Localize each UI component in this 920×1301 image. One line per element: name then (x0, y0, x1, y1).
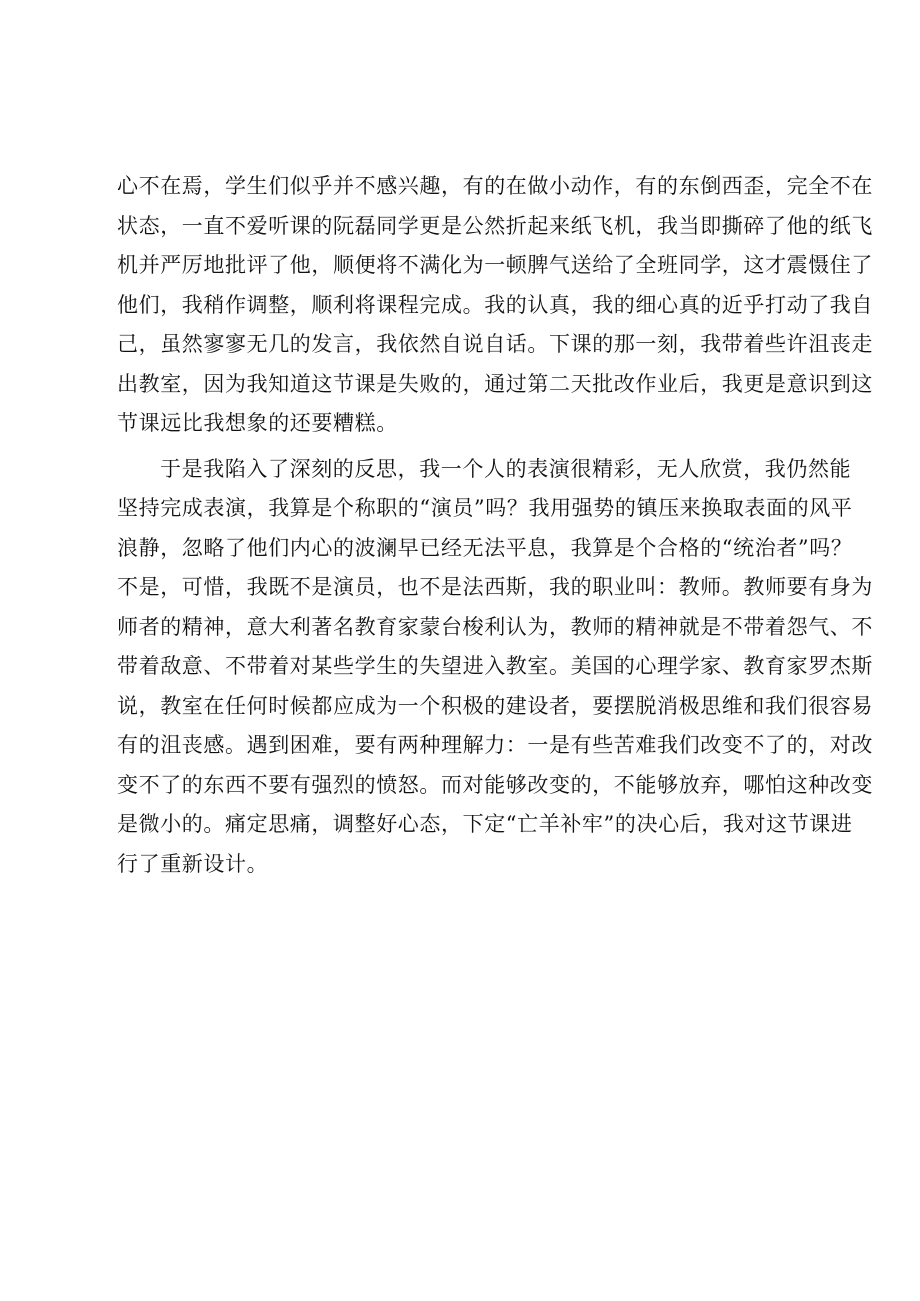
text-line: 带着敌意、不带着对某些学生的失望进入教室。美国的心理学家、教育家罗杰斯 (117, 654, 873, 678)
text-line: 不是，可惜，我既不是演员，也不是法西斯，我的职业叫：教师。教师要有身为 (117, 575, 873, 599)
text-line: 坚持完成表演，我算是个称职的“演员”吗？我用强势的镇压来换取表面的风平 (117, 496, 853, 520)
text-line: 是微小的。痛定思痛，调整好心态，下定“亡羊补牢”的决心后，我对这节课进 (117, 812, 853, 836)
text-line: 行了重新设计。 (117, 851, 269, 876)
text-line: 出教室，因为我知道这节课是失败的，通过第二天批改作业后，我更是意识到这 (117, 371, 873, 396)
text-line: 己，虽然寥寥无几的发言，我依然自说自话。下课的那一刻，我带着些许沮丧走 (117, 332, 873, 356)
body-text (117, 167, 873, 884)
text-line: 师者的精神，意大利著名教育家蒙台梭利认为，教师的精神就是不带着怨气、不 (117, 614, 873, 639)
text-line: 节课远比我想象的还要糟糕。 (117, 411, 398, 435)
text-line: 心不在焉，学生们似乎并不感兴趣，有的在做小动作，有的东倒西歪，完全不在 (117, 174, 873, 198)
text-line: 有的沮丧感。遇到困难，要有两种理解力：一是有些苦难我们改变不了的，对改 (117, 733, 873, 757)
text-line: 变不了的东西不要有强烈的愤怒。而对能够改变的，不能够放弃，哪怕这种改变 (117, 772, 873, 797)
text-line: 说，教室在任何时候都应成为一个积极的建设者，要摆脱消极思维和我们很容易 (117, 693, 873, 718)
text-line: 浪静，忽略了他们内心的波澜早已经无法平息，我算是个合格的“统治者”吗？ (117, 535, 853, 560)
text-line: 状态，一直不爱听课的阮磊同学更是公然折起来纸飞机，我当即撕碎了他的纸飞 (117, 213, 873, 238)
text-line: 他们，我稍作调整，顺利将课程完成。我的认真，我的细心真的近乎打动了我自 (117, 292, 873, 317)
text-line: 机并严厉地批评了他，顺便将不满化为一顿脾气送给了全班同学，这才震慑住了 (117, 253, 873, 277)
paragraph-2 (117, 450, 873, 885)
text-line: 于是我陷入了深刻的反思，我一个人的表演很精彩，无人欣赏，我仍然能 (160, 456, 852, 481)
paragraph-1 (117, 167, 873, 444)
